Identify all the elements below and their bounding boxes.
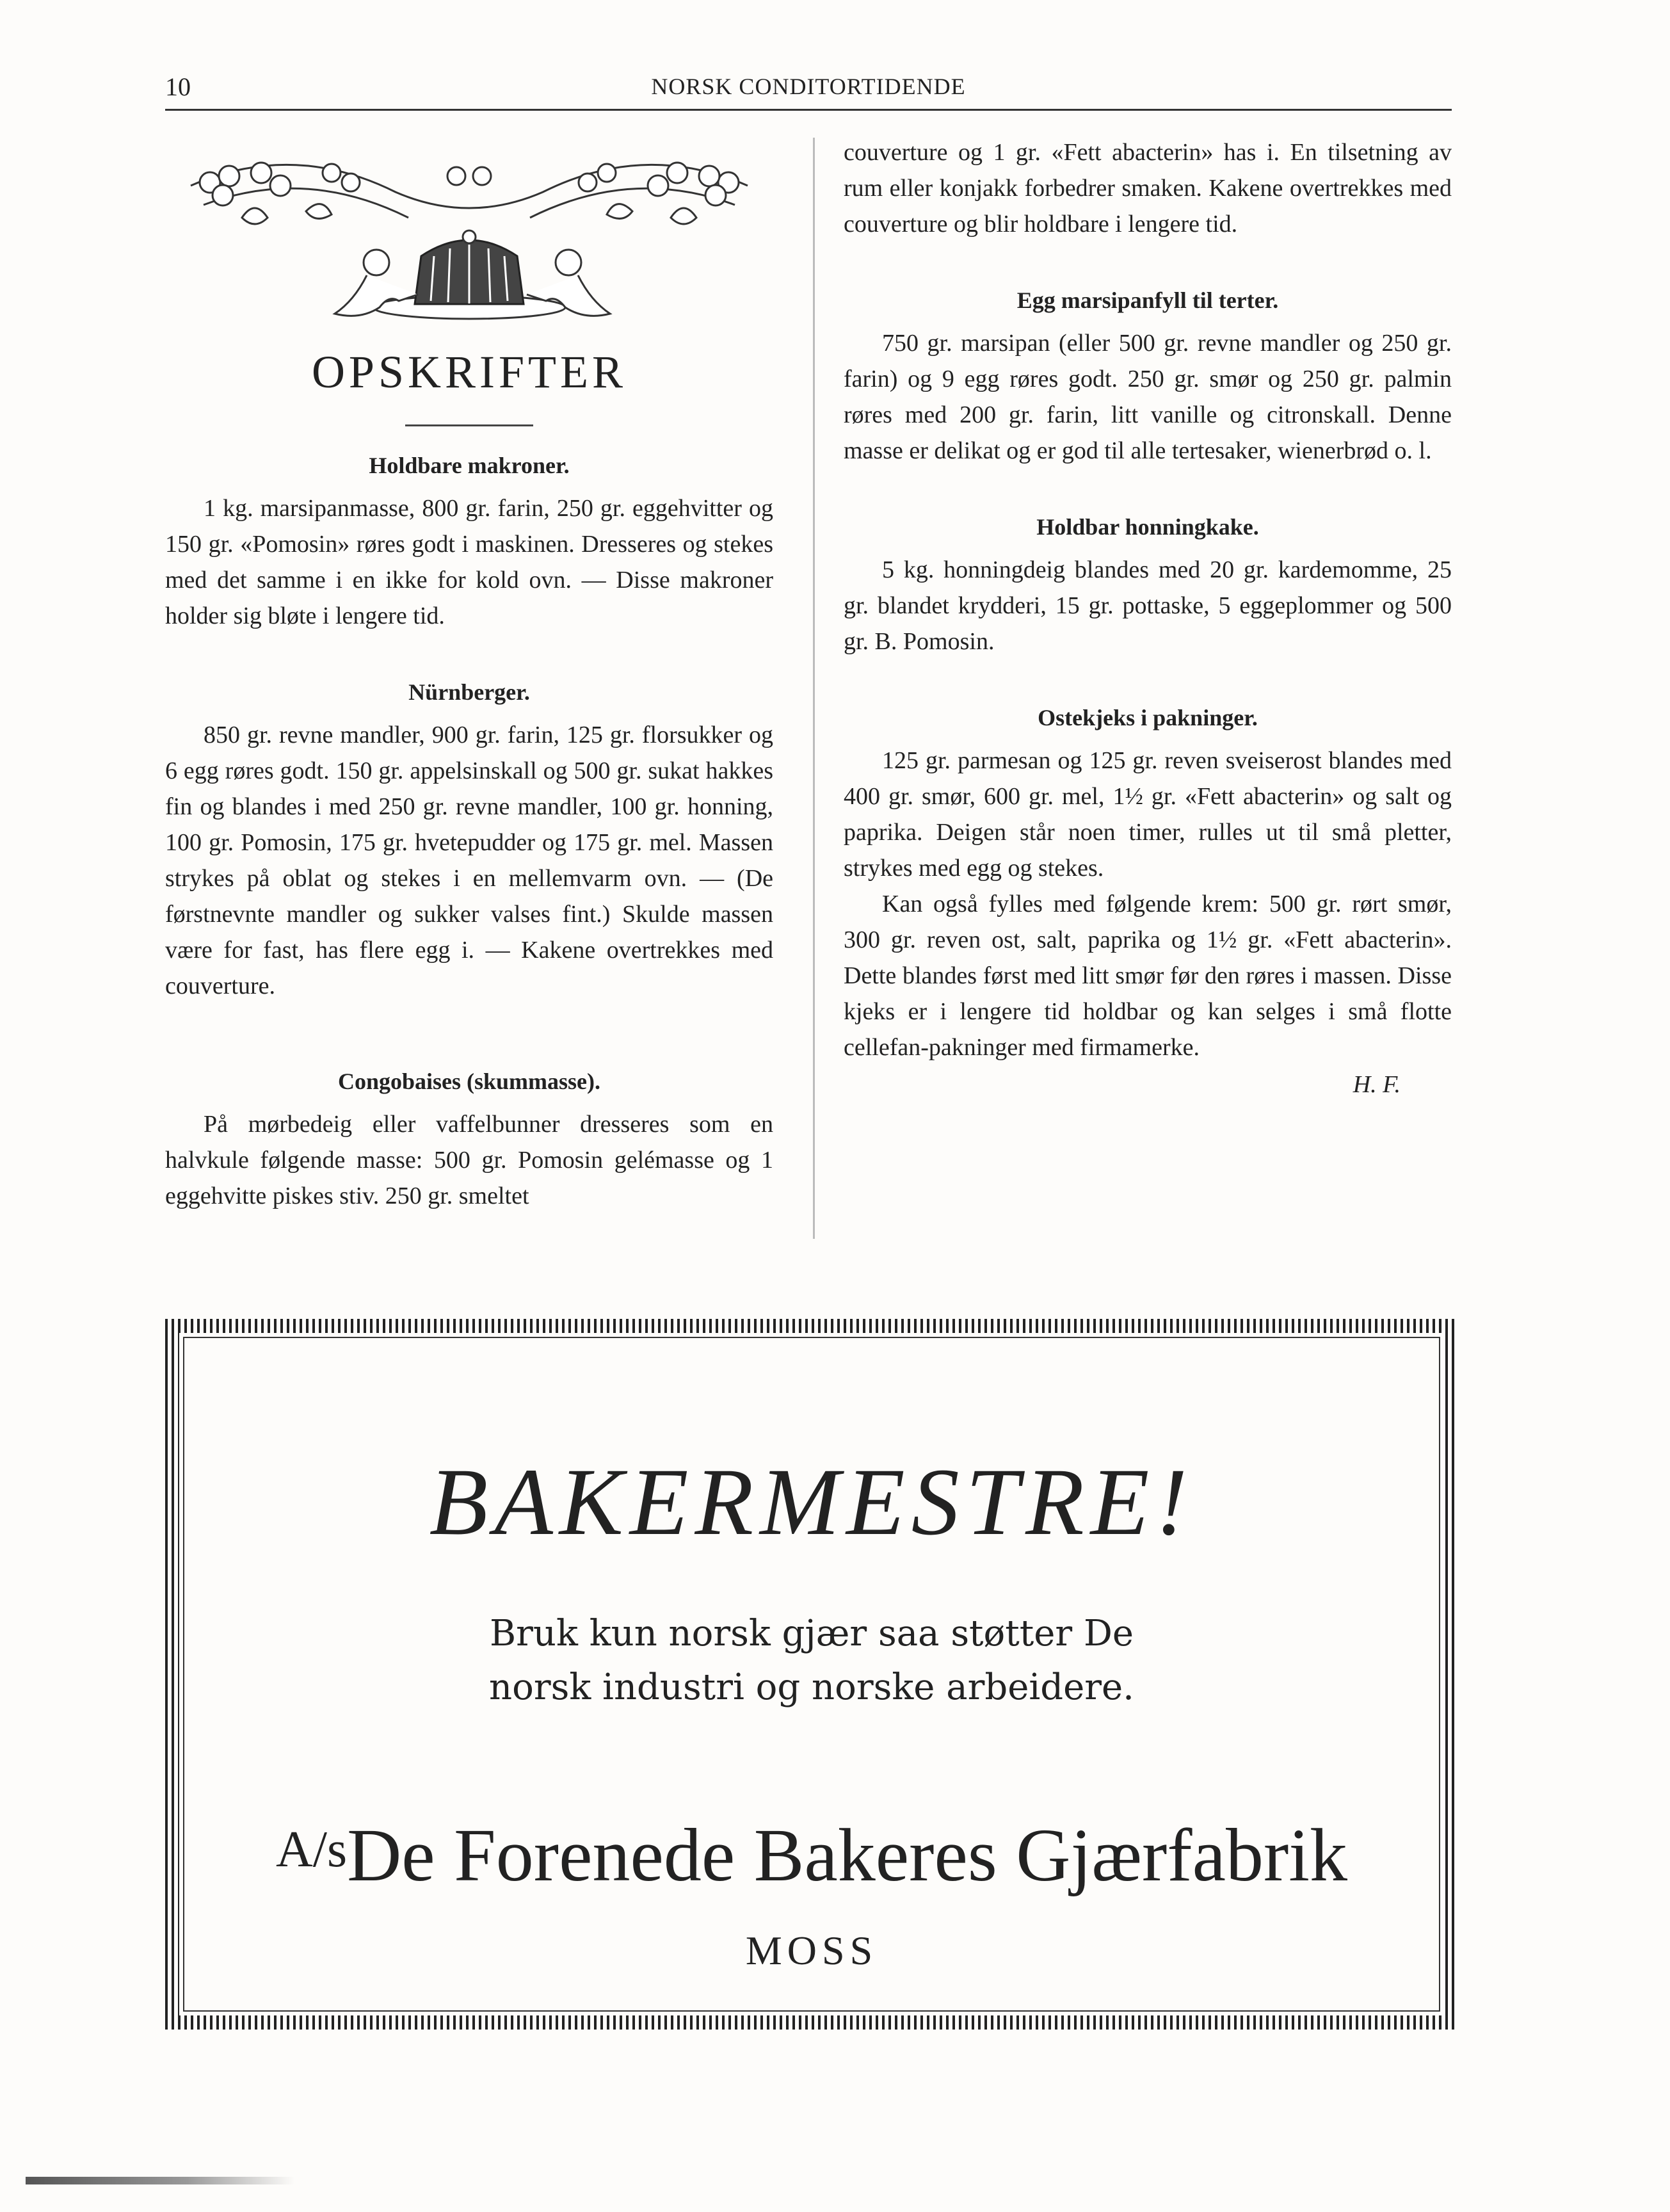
- recipe-title: Holdbare makroner.: [369, 453, 570, 478]
- section-title: OPSKRIFTER: [311, 346, 627, 398]
- header-rule: [165, 109, 1452, 111]
- scan-edge-mark: [26, 2177, 294, 2184]
- recipe-title: Holdbar honningkake.: [1036, 514, 1259, 540]
- recipe-title: Nürnberger.: [408, 679, 530, 705]
- recipe-text: På mørbedeig eller vaffelbunner dresseres som en halvkule følgende masse: 500 gr. Pomosin gelémasse og 1 eggehvitte piskes stiv. 250 gr. smeltet: [165, 1111, 773, 1209]
- journal-title: NORSK CONDITORTIDENDE: [651, 74, 966, 99]
- recipe-text: 850 gr. revne mandler, 900 gr. farin, 125 gr. florsukker og 6 egg røres godt. 150 gr. appelsinskall og 500 gr. sukat hakkes fin og blandes i med 250 gr. revne mandler, 100 gr. honning, 100 gr. Pomosin, 175 gr. hvetepudder og 175 gr. mel. Massen strykes på oblat og stekes i en mellemvarm ovn. — (De førstnevnte mandler og sukker valses fint.) Skulde massen være for fast, has flere egg i. — Kakene overtrekkes med couverture.: [165, 722, 773, 999]
- ad-body-line: Bruk kun norsk gjær saa støtter De: [489, 1613, 1134, 1654]
- author-signature: H. F.: [1353, 1071, 1401, 1098]
- recipe-title: Ostekjeks i pakninger.: [1038, 705, 1258, 731]
- ad-company-name: [184, 1812, 1439, 1899]
- recipe-holdbar-honningkake: [844, 513, 1452, 659]
- cake-ornament-icon: [165, 147, 773, 339]
- recipe-title: Congobaises (skummasse).: [337, 1069, 601, 1094]
- recipe-text: 1 kg. marsipanmasse, 800 gr. farin, 250 gr. eggehvitter og 150 gr. «Pomosin» røres godt i maskinen. Dresseres og stekes med det samme i en ikke for kold ovn. — Disse makroner holder sig bløte i lengere tid.: [165, 495, 773, 629]
- yeast-advertisement: [165, 1319, 1458, 2030]
- right-column: [844, 128, 1452, 1099]
- ad-headline: BAKERMESTRE!: [429, 1449, 1194, 1555]
- continued-text: couverture og 1 gr. «Fett abacterin» has i. En tilsetning av rum eller konjakk forbedrer smaken. Kakene overtrekkes med couverture og blir holdbare i lengere tid.: [844, 139, 1452, 238]
- recipe-nurnberger: [165, 679, 773, 1004]
- left-column: [165, 128, 773, 1214]
- ad-inner-frame: [183, 1337, 1440, 2012]
- recipe-text: 125 gr. parmesan og 125 gr. reven sveiserost blandes med 400 gr. smør, 600 gr. mel, 1½ gr. «Fett abacterin» og salt og paprika. Deigen står noen timer, rulles ut til små pletter, strykes med egg og stekes.: [844, 747, 1452, 882]
- company-name-text: De Forenede Bakeres Gjærfabrik: [347, 1813, 1348, 1897]
- running-head: [165, 72, 1452, 110]
- recipe-congobaises: [165, 1068, 773, 1214]
- recipe-holdbare-makroner: [165, 452, 773, 634]
- column-divider: [813, 138, 815, 1239]
- ad-body-line: norsk industri og norske arbeidere.: [489, 1667, 1134, 1708]
- title-rule: [405, 424, 533, 426]
- ad-city: MOSS: [745, 1928, 878, 1973]
- ad-body: [184, 1607, 1439, 1715]
- recipe-ostekjeks: [844, 704, 1452, 1099]
- page-number: 10: [165, 72, 191, 101]
- recipe-text: Kan også fylles med følgende krem: 500 gr. rørt smør, 300 gr. reven ost, salt, paprika og 1½ gr. «Fett abacterin». Dette blandes først med litt smør før den røres i massen. Disse kjeks er i lengere tid holdbar og kan selges i små flotte cellefan-pakninger med firmamerke.: [844, 891, 1452, 1061]
- recipe-text: 750 gr. marsipan (eller 500 gr. revne mandler og 250 gr. farin) og 9 egg røres godt. 250 gr. smør og 250 gr. palmin røres med 200 gr. farin, litt vanille og citronskall. Denne masse er delikat og er god til alle tertesaker, wienerbrød o. l.: [844, 330, 1452, 464]
- recipe-title: Egg marsipanfyll til terter.: [1016, 287, 1279, 313]
- recipe-text: 5 kg. honningdeig blandes med 20 gr. kardemomme, 25 gr. blandet krydderi, 15 gr. pottaske, 5 eggeplommer og 500 gr. B. Pomosin.: [844, 556, 1452, 655]
- company-prefix: A/s: [275, 1821, 348, 1878]
- recipe-egg-marsipanfyll: [844, 287, 1452, 469]
